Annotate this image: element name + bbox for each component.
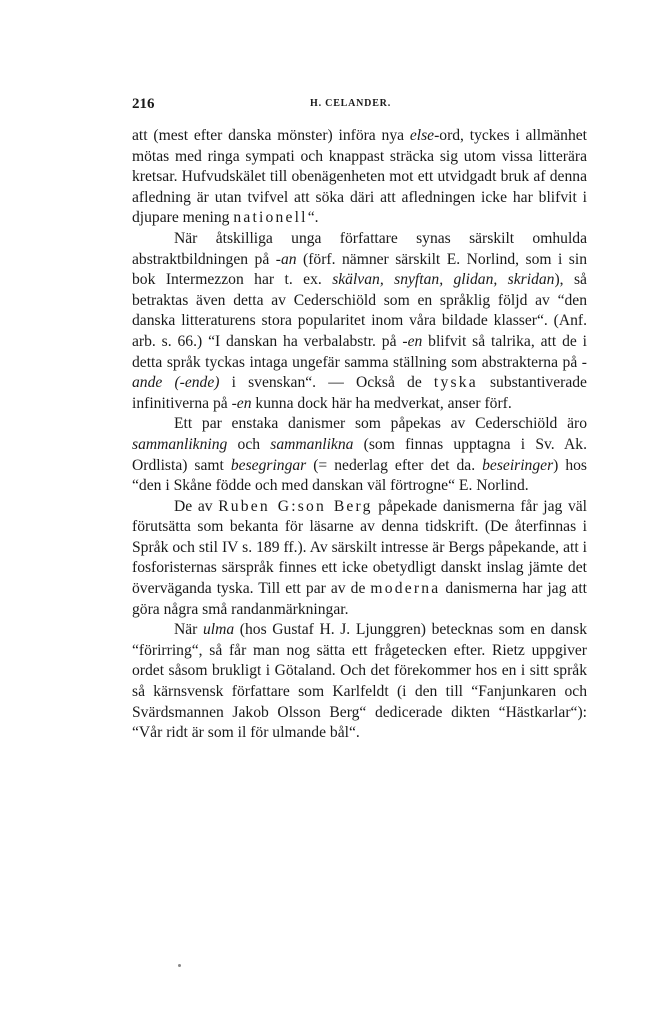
text-run: (hos Gustaf H. J. Ljunggren) betecknas som en dansk “förirring“, så får man nog sätta ett frågetecken efter. Rietz uppgiver ordet såsom brukligt i Götaland. Och det förekommer hos en i sitt språk så kärnsvensk författare som Karlfeldt (i den till “Fanjunkaren och Svärdsmannen Jakob Olsson Berg“ dedicerade dikten “Hästkarlar“): “Vår ridt är som il för ulmande bål“. [132, 621, 587, 742]
italic-term: sammanlikning [132, 435, 228, 453]
text-run: De av [174, 497, 219, 515]
italic-term: else [409, 127, 435, 144]
text-run: ) hos “den i Skåne födde och med danskan väl förtrogne“ E. Norlind. [132, 456, 587, 495]
spaced-word: tyska [433, 374, 478, 392]
spaced-word: moderna [370, 580, 441, 598]
spaced-name: Ruben G:son Berg [218, 497, 373, 515]
text-run: substantiverade infinitiverna på [132, 374, 587, 412]
italic-term: -ande (-ende) [132, 353, 587, 392]
text-run: påpekade danismerna får jag väl förutsätta som bekanta för läsarne av denna tidskrift. (De återfinnas i Språk och stil IV s. 189 ff.). Av särskilt intresse är Bergs påpekande, att i fosforisternas särspråk finnes ett icke obetydligt danskt inslag jämte det överväganda tyska. Till ett par av de [132, 497, 588, 598]
text-run: “. [307, 209, 319, 227]
stray-ink-dot [178, 964, 181, 967]
text-run: i svenskan“. — Också de [219, 374, 434, 392]
spaced-word: nationell [233, 209, 308, 227]
text-run: blifvit så talrika, att de i detta språk tyckas intaga ungefär samma ställning som abstrakterna på [132, 332, 587, 371]
italic-term: skälvan, snyftan, glidan, skridan [332, 271, 555, 289]
page [132, 96, 587, 744]
text-run: -ord, tyckes i allmänhet mötas med ringa sympati och knappast sträcka sig utom vissa litterära kretsar. Hufvudskälet till obenägenheten mot ett utvidgadt bruk af denna afledning är utan tvifvel att söka däri att afledningen icke har blifvit i djupare mening [132, 127, 587, 227]
text-run: kunna dock här ha medverkat, anser förf. [251, 394, 512, 412]
paragraph-4 [132, 497, 587, 621]
page-header [132, 96, 587, 122]
text-run: och [227, 435, 271, 453]
italic-term: -en [402, 332, 423, 350]
italic-term: beseiringer [482, 456, 554, 474]
text-run: att (mest efter danska mönster) införa nya [132, 127, 410, 144]
text-run: När [174, 621, 203, 639]
page-number: 216 [132, 96, 155, 112]
text-run: Ett par enstaka danismer som påpekas av Cederschiöld äro [174, 415, 587, 433]
italic-term: ulma [203, 621, 235, 639]
text-run: (förf. nämner särskilt E. Norlind, som i sin bok Intermezzon har t. ex. [132, 250, 587, 289]
running-head: H. CELANDER. [310, 98, 391, 109]
text-run: (= nederlag efter det da. [306, 456, 483, 474]
text-run: danismerna har jag att göra några små randanmärkningar. [132, 580, 587, 618]
paragraph-3 [132, 414, 587, 496]
paragraph-1 [132, 126, 587, 229]
text-run: ), så betraktas även detta av Cederschiöld som en språklig följd av “den danska litteraturens stora popularitet inom våra bildade klasser“. (Anf. arb. s. 66.) “I danskan ha verbalabstr. på [132, 271, 587, 350]
italic-term: -an [275, 250, 297, 268]
paragraph-2 [132, 229, 587, 414]
body-text [132, 126, 587, 744]
text-run: När åtskilliga unga författare synas särskilt omhulda abstraktbildningen på [132, 229, 587, 268]
italic-term: besegringar [230, 456, 307, 474]
italic-term: sammanlikna [270, 435, 354, 453]
text-run: (som finnas upptagna i Sv. Ak. Ordlista) samt [132, 435, 588, 474]
italic-term: -en [231, 394, 252, 412]
paragraph-5 [132, 620, 587, 744]
